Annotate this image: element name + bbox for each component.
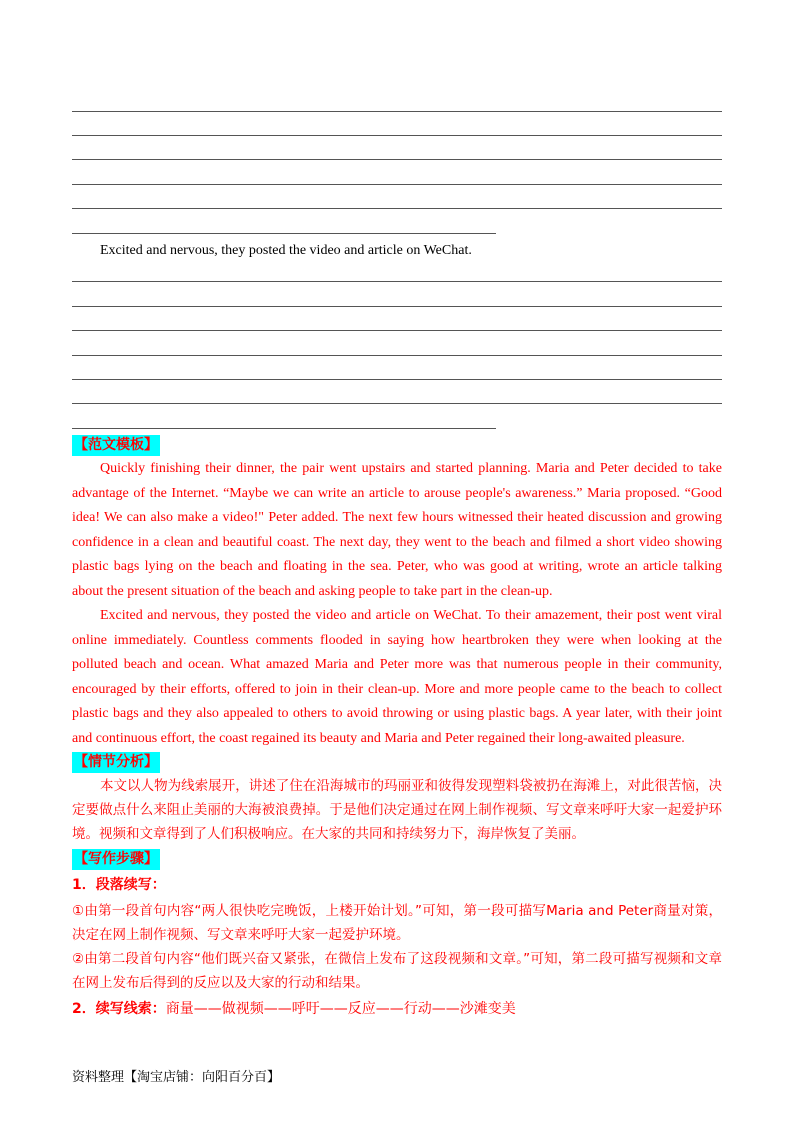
writing-line (72, 379, 722, 380)
writing-line (72, 111, 722, 112)
writing-line (72, 208, 722, 209)
writing-line (72, 159, 722, 160)
writing-line (72, 330, 722, 331)
step2-label: 2．续写线索： (72, 1001, 166, 1017)
writing-line (72, 306, 722, 307)
model-paragraph-2: Excited and nervous, they posted the video and article on WeChat. To their amazement, their post went viral online immediately. Countless comments flooded in saying how heartbroken they were when looking at the polluted beach and ocean. What amazed Maria and Peter more was that numerous people in their community, encouraged by their efforts, offered to join in their clean-up. More and more people came to the beach to collect plastic bags and they also appealed to others to avoid throwing or using plastic bags. A year later, with their joint and continuous effort, the coast regained its beauty and Maria and Peter regained their long-awaited pleasure. (72, 608, 722, 746)
writing-line (72, 355, 722, 356)
step1-title: 1．段落续写： (72, 877, 166, 893)
plot-analysis-text: 本文以人物为线索展开，讲述了住在沿海城市的玛丽亚和彼得发现塑料袋被扔在海滩上，对此很苦恼，决定要做点什么来阻止美丽的大海被浪费掉。于是他们决定通过在网上制作视频、写文章来呼吁大家一起爱护环境。视频和文章得到了人们积极响应。在大家的共同和持续努力下，海岸恢复了美丽。 (72, 778, 722, 842)
model-paragraph-1: Quickly finishing their dinner, the pair went upstairs and started planning. Maria and Peter decided to take advantage of the Internet. “Maybe we can write an article to arouse people's awareness.” Maria proposed. “Good idea! We can also make a video!" Peter added. The next few hours witnessed their heated discussion and growing confidence in a clean and beautiful coast. The next day, they went to the beach and filmed a short video showing plastic bags lying on the beach and floating in the sea. Peter, who was good at writing, wrote an article talking about the present situation of the beach and asking people to take part in the clean-up. (72, 461, 722, 599)
section-tag-plot: 【情节分析】 (72, 752, 160, 773)
writing-line (72, 281, 722, 282)
writing-line (72, 233, 496, 234)
section-tag-steps: 【写作步骤】 (72, 849, 160, 870)
page-footer: 资料整理【淘宝店铺：向阳百分百】 (72, 1070, 281, 1085)
writing-line (72, 184, 722, 185)
prompt-line: Excited and nervous, they posted the video and article on WeChat. (100, 243, 472, 258)
writing-line (72, 428, 496, 429)
section-tag-model: 【范文模板】 (72, 435, 160, 456)
writing-line (72, 403, 722, 404)
step2-text: 商量——做视频——呼吁——反应——行动——沙滩变美 (165, 1001, 516, 1017)
step1-item-2: ②由第二段首句内容“他们既兴奋又紧张，在微信上发布了这段视频和文章。”可知，第二段可描写视频和文章在网上发布后得到的反应以及大家的行动和结果。 (72, 951, 722, 991)
step2-line (72, 997, 516, 1021)
step1-item-1: ①由第一段首句内容“两人很快吃完晚饭，上楼开始计划。”可知，第一段可描写Maria and Peter商量对策，决定在网上制作视频、写文章来呼吁大家一起爱护环境。 (72, 903, 722, 943)
writing-line (72, 135, 722, 136)
